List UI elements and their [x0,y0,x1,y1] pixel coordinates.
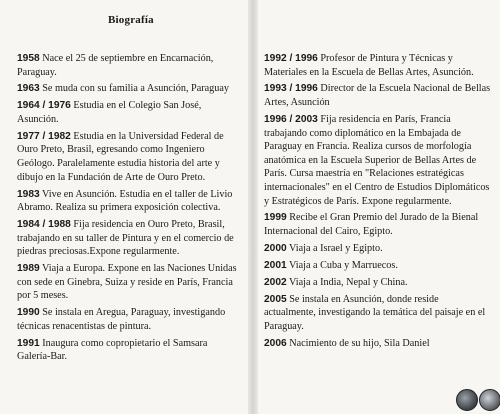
entry-text: Viaja a Cuba y Marruecos. [286,259,398,271]
entry-text: Se instala en Aregua, Paraguay, investigando técnicas renacentistas de pintura. [17,307,226,332]
bio-entry [264,259,492,273]
page-gutter [248,0,258,414]
entry-year: 1964 / 1976 [17,100,71,112]
entry-year: 1989 [17,263,40,275]
bio-entry [17,337,242,364]
entry-year: 2005 [264,293,287,305]
bio-entry [17,262,242,303]
entry-year: 2002 [264,276,287,288]
entry-year: 1993 / 1996 [264,83,318,95]
entry-text: Se muda con su familia a Asunción, Paraguay [39,83,229,95]
entry-year: 1958 [17,53,40,64]
bio-entry [264,211,492,238]
bio-entry [17,82,242,96]
entry-text: Nace el 25 de septiembre en Encarnación, Paraguay. [17,53,214,78]
entry-text: Vive en Asunción. Estudia en el taller de Livio Abramo. Realiza su primera exposición colectiva. [17,188,233,214]
bio-entry [17,130,242,184]
entry-text: Director de la Escuela Nacional de Bellas Artes, Asunción [264,83,491,109]
bio-entry [17,188,242,215]
bio-entry [17,218,242,259]
bio-entry [264,113,492,208]
bio-entry [17,306,242,333]
entry-year: 1996 / 2003 [264,113,318,125]
entry-year: 1977 / 1982 [17,130,71,142]
entry-year: 1992 / 1996 [264,53,318,64]
entry-text: Viaja a Europa. Expone en las Naciones Unidas con sede en Ginebra, Suiza y reside en París, Francia por 5 meses. [17,263,237,302]
watermark-logo-icon [456,389,478,411]
entry-text: Profesor de Pintura y Técnicas y Materiales en la Escuela de Bellas Artes, Asunción. [264,53,474,78]
bio-entry [264,337,492,351]
entry-text: Viaja a Israel y Egipto. [286,242,383,254]
entry-text: Estudia en la Universidad Federal de Ouro Preto, Brasil, egresando como Ingeniero Geólogo. Paralelamente estudia historia del arte y dibujo en la Fundación de Arte de Ouro Preto. [17,130,224,183]
entry-text: Viaja a India, Nepal y China. [286,276,408,288]
entry-year: 1963 [17,83,40,95]
entry-text: Recibe el Gran Premio del Jurado de la Bienal Internacional del Cairo, Egipto. [264,212,479,238]
left-column [17,52,242,367]
entry-text: Fija residencia en París, Francia trabajando como diplomático en la Embajada de Paraguay en Francia. Realiza cursos de morfología anatómica en la Escuela Superior de Bellas Artes de París. Cursa maestría en "Relaciones estratégicas internacionales" en el Centro de Estudios Diplomáticos y Estratégicos de París. Expone regularmente. [264,113,490,207]
entry-year: 1984 / 1988 [17,219,71,231]
bio-entry [264,276,492,290]
bio-entry [264,242,492,256]
entry-year: 2000 [264,242,287,254]
page-title: Biografía [108,14,154,26]
entry-year: 2006 [264,337,287,349]
bio-entry [264,82,492,109]
entry-text: Se instala en Asunción, donde reside actualmente, investigando la temática del paisaje en el Paraguay. [264,293,486,332]
entry-year: 1983 [17,188,40,200]
entry-year: 1999 [264,212,287,224]
right-column [264,52,492,354]
watermark-logo-icon [479,389,500,411]
entry-text: Nacimiento de su hijo, Sila Daniel [286,337,430,349]
entry-year: 1991 [17,337,40,349]
bio-entry [17,52,242,79]
entry-text: Fija residencia en Ouro Preto, Brasil, trabajando en su taller de Pintura y en el comercio de piedras preciosas.Expone regularmente. [17,219,234,258]
bio-entry [17,99,242,126]
entry-text: Estudia en el Colegio San José, Asunción. [17,100,202,125]
entry-year: 1990 [17,307,40,319]
bio-entry [264,52,492,79]
entry-text: Inaugura como copropietario el Samsara Galería-Bar. [17,337,208,363]
bio-entry [264,293,492,334]
entry-year: 2001 [264,259,287,271]
